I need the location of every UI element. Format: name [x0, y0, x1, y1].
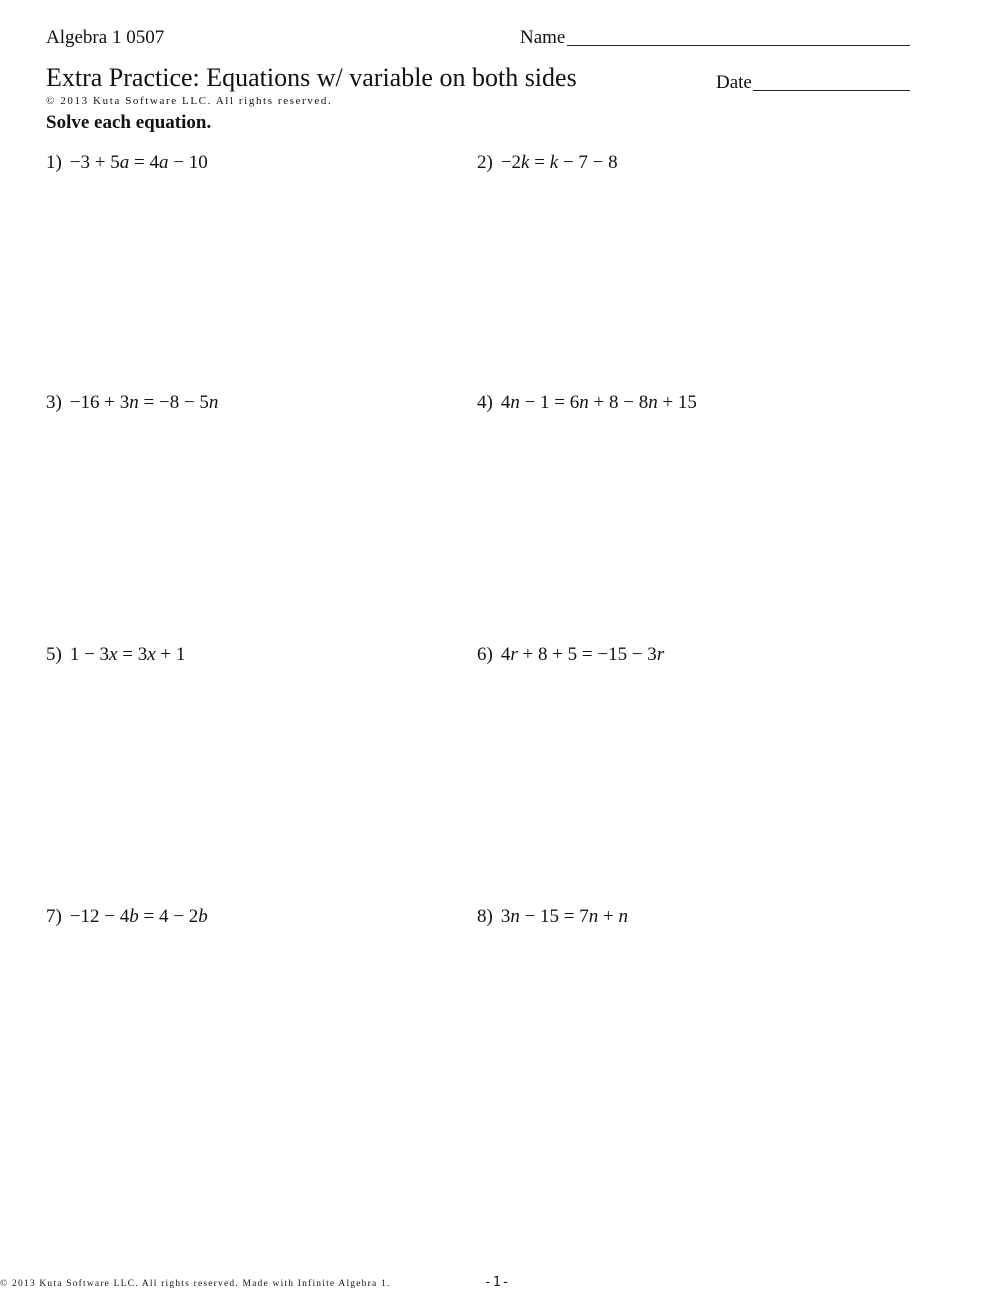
problem-number: 4) [477, 392, 493, 413]
problem-6 [477, 644, 664, 666]
problem-4 [477, 392, 697, 414]
problem-equation: −12 − 4b = 4 − 2b [69, 906, 208, 927]
problem-equation: 3n − 15 = 7n + n [500, 906, 628, 927]
course-label: Algebra 1 0507 [46, 27, 165, 48]
problem-7 [46, 906, 208, 928]
name-label: Name [520, 27, 566, 48]
problem-8 [477, 906, 628, 928]
problem-number: 3) [46, 392, 62, 413]
footer-copyright: © 2013 Kuta Software LLC. All rights reserved. Made with Infinite Algebra 1. [0, 1279, 391, 1289]
problem-number: 8) [477, 906, 493, 927]
problem-equation: −16 + 3n = −8 − 5n [69, 392, 219, 413]
problem-number: 5) [46, 644, 62, 665]
problem-number: 2) [477, 152, 493, 173]
problem-number: 6) [477, 644, 493, 665]
problem-1 [46, 152, 208, 174]
problem-number: 1) [46, 152, 62, 173]
problem-5 [46, 644, 185, 666]
worksheet-title: Extra Practice: Equations w/ variable on both sides [46, 63, 577, 92]
date-label: Date [716, 72, 752, 93]
copyright-notice: © 2013 Kuta Software LLC. All rights reserved. [46, 95, 333, 107]
instructions: Solve each equation. [46, 112, 212, 133]
problem-equation: 4n − 1 = 6n + 8 − 8n + 15 [500, 392, 697, 413]
problem-equation: −2k = k − 7 − 8 [500, 152, 618, 173]
problem-equation: 1 − 3x = 3x + 1 [69, 644, 186, 665]
date-blank-line [753, 90, 910, 91]
name-blank-line [567, 45, 910, 46]
page-number: -1- [484, 1275, 511, 1290]
problem-3 [46, 392, 218, 414]
problem-equation: 4r + 8 + 5 = −15 − 3r [500, 644, 665, 665]
problem-2 [477, 152, 618, 174]
problem-number: 7) [46, 906, 62, 927]
problem-equation: −3 + 5a = 4a − 10 [69, 152, 208, 173]
